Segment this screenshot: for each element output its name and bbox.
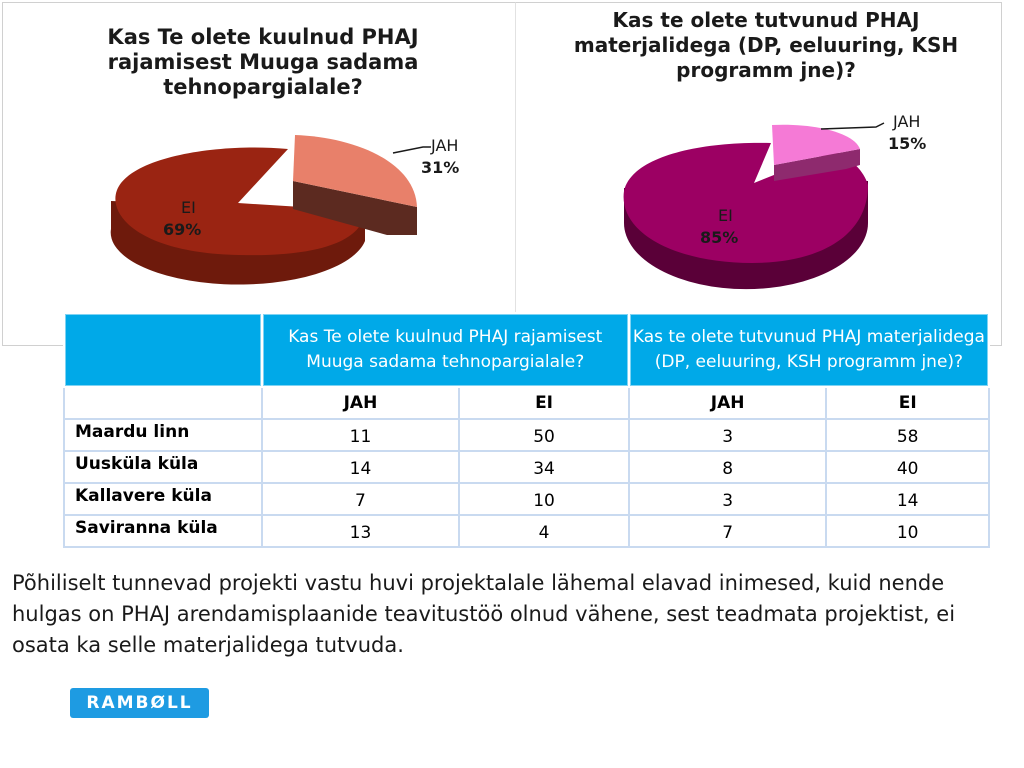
table-header-question-heard: Kas Te olete kuulnud PHAJ rajamisest Muuga sadama tehnopargialale? (262, 313, 629, 387)
table-subheader-familiar-ei: EI (826, 387, 989, 419)
pie-label-ei-category: EI (718, 206, 733, 225)
label-leader-line (821, 123, 884, 129)
table-cell: 14 (262, 451, 460, 483)
summary-text: Põhiliselt tunnevad projekti vastu huvi projektalale lähemal elavad inimesed, kuid nende hulgas on PHAJ arendamisplaanide teavitustöö olnud vähene, sest teadmata projektist, ei osata ka selle materjalidega tutvuda. (12, 571, 956, 657)
table-cell: 4 (459, 515, 629, 547)
pie-label-jah-value: 15% (888, 134, 927, 153)
table-row-label: Saviranna küla (64, 515, 262, 547)
table-subheader-row (64, 387, 989, 419)
pie-label-jah-category: JAH (893, 112, 921, 131)
chart-panel-heard (2, 2, 516, 346)
table-row (64, 419, 989, 451)
table-cell: 11 (262, 419, 460, 451)
pie-label-ei-value: 69% (163, 220, 202, 239)
pie-label-jah-category: JAH (431, 136, 459, 155)
table-subheader-heard-jah: JAH (262, 387, 460, 419)
table-cell: 14 (826, 483, 989, 515)
table-cell: 34 (459, 451, 629, 483)
table-cell: 13 (262, 515, 460, 547)
table-cell: 7 (262, 483, 460, 515)
table-row-label: Uusküla küla (64, 451, 262, 483)
table-cell: 3 (629, 419, 827, 451)
table-cell: 10 (459, 483, 629, 515)
survey-table (63, 312, 990, 548)
table-subheader-familiar-jah: JAH (629, 387, 827, 419)
table-cell: 3 (629, 483, 827, 515)
pie-label-ei-value: 85% (700, 228, 739, 247)
table-subheader-heard-ei: EI (459, 387, 629, 419)
table-row-label: Kallavere küla (64, 483, 262, 515)
table-cell: 10 (826, 515, 989, 547)
pie-chart-heard (3, 3, 517, 347)
table-header-empty (64, 313, 262, 387)
table-cell: 40 (826, 451, 989, 483)
table-header-row (64, 313, 989, 387)
pie-chart-familiar (516, 3, 1003, 347)
table-subheader-empty (64, 387, 262, 419)
table-cell: 8 (629, 451, 827, 483)
table-row (64, 483, 989, 515)
table-cell: 7 (629, 515, 827, 547)
table-row (64, 451, 989, 483)
chart-title: Kas Te olete kuulnud PHAJ rajamisest Muuga sadama tehnopargialale? (107, 25, 419, 99)
table-cell: 58 (826, 419, 989, 451)
table-row-label: Maardu linn (64, 419, 262, 451)
table-row (64, 515, 989, 547)
chart-panel-familiar (515, 2, 1002, 346)
table-header-question-familiar: Kas te olete tutvunud PHAJ materjalidega (DP, eeluuring, KSH programm jne)? (629, 313, 989, 387)
chart-title: Kas te olete tutvunud PHAJ materjalidega (DP, eeluuring, KSH programm jne)? (573, 8, 959, 82)
pie-label-jah-value: 31% (421, 158, 460, 177)
pie-label-ei-category: EI (181, 198, 196, 217)
table-cell: 50 (459, 419, 629, 451)
ramboll-logo: RAMBØLL (70, 688, 209, 718)
label-leader-line (393, 147, 431, 153)
